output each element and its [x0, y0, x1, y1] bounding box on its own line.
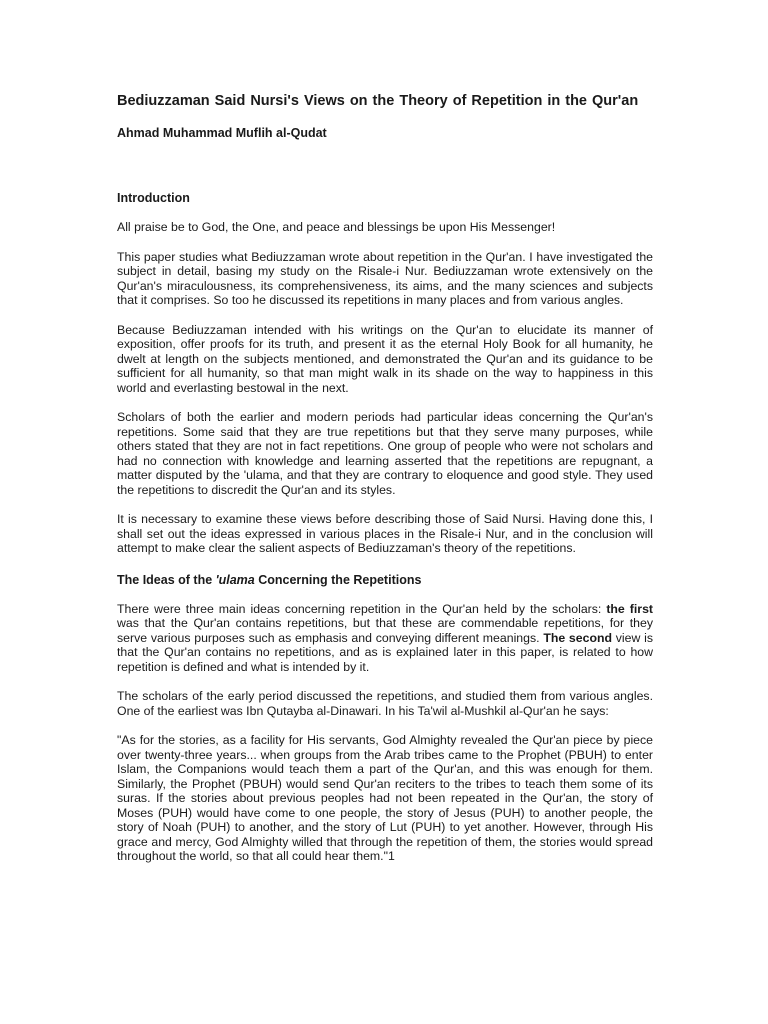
- ideas-heading-pre: The Ideas of the: [117, 572, 216, 587]
- ideas-heading: [117, 572, 653, 588]
- paragraph-three-ideas: [117, 602, 653, 675]
- paragraph-praise: All praise be to God, the One, and peace and blessings be upon His Messenger!: [117, 220, 556, 234]
- paragraph-examine: It is necessary to examine these views before describing those of Said Nursi. Having done this, I shall set out the ideas expressed in various places in the Risale-i Nur, and in the conclusion will attempt to make clear the salient aspects of Bediuzzaman's theory of the repetitions.: [117, 512, 653, 555]
- three-ideas-second: The second: [543, 630, 612, 645]
- three-ideas-text-2: was that the Qur'an contains repetitions, but that these are commendable repetitions, for they serve various purposes such as emphasis and conveying different meanings.: [117, 616, 653, 645]
- paragraph-early-period: The scholars of the early period discussed the repetitions, and studied them from various angles. One of the earliest was Ibn Qutayba al-Dinawari. In his Ta'wil al-Mushkil al-Qur'an he says:: [117, 689, 653, 718]
- three-ideas-text-3: view is that the Qur'an contains no repetitions, and as is explained later in this paper, is related to how repetition is defined and what is intended by it.: [117, 630, 653, 674]
- document-page: [117, 92, 653, 864]
- three-ideas-text-1: There were three main ideas concerning repetition in the Qur'an held by the scholars:: [117, 601, 607, 616]
- paragraph-scholars: Scholars of both the earlier and modern periods had particular ideas concerning the Qur'an's repetitions. Some said that they are true repetitions but that they serve many purposes, while others stated that they are not in fact repetitions. One group of people who were not scholars and had no connection with knowledge and learning asserted that the repetitions are repugnant, a matter disputed by the 'ulama, and that they are contrary to eloquence and good style. They used the repetitions to discredit the Qur'an and its styles.: [117, 410, 653, 497]
- author-name: Ahmad Muhammad Muflih al-Qudat: [117, 126, 327, 140]
- three-ideas-first: the first: [606, 601, 654, 616]
- paragraph-intent: Because Bediuzzaman intended with his writings on the Qur'an to elucidate its manner of exposition, offer proofs for its truth, and present it as the eternal Holy Book for all humanity, he dwelt at length on the subjects mentioned, and demonstrated the Qur'an and its guidance to be sufficient for all humanity, so that man might walk in its shade on the way to happiness in this world and everlasting bestowal in the next.: [117, 322, 653, 395]
- paragraph-quotation: "As for the stories, as a facility for His servants, God Almighty revealed the Qur'an piece by piece over twenty-three years... when groups from the Arab tribes came to the Prophet (PBUH) to enter Islam, the Companions would teach them a part of the Qur'an, and this was enough for them. Similarly, the Prophet (PBUH) would send Qur'an reciters to the tribes to teach them some of its suras. If the stories about previous peoples had not been repeated in the Qur'an, the story of Moses (PUH) would have come to one people, the story of Jesus (PUH) to another people, the story of Noah (PUH) to another, and the story of Lut (PUH) to yet another. However, through His grace and mercy, God Almighty willed that through the repetition of them, the stories would spread throughout the world, so that all could hear them."1: [117, 733, 653, 863]
- ideas-heading-italic: 'ulama: [215, 572, 255, 587]
- introduction-heading: Introduction: [117, 191, 190, 205]
- paper-title: Bediuzzaman Said Nursi's Views on the Theory of Repetition in the Qur'an: [117, 93, 639, 109]
- paragraph-study: This paper studies what Bediuzzaman wrote about repetition in the Qur'an. I have investigated the subject in detail, basing my study on the Risale-i Nur. Bediuzzaman wrote extensively on the Qur'an's miraculousness, its comprehensiveness, its aims, and the many sciences and subjects that it comprises. So too he discussed its repetitions in many places and from various angles.: [117, 249, 653, 307]
- ideas-heading-post: Concerning the Repetitions: [254, 572, 422, 587]
